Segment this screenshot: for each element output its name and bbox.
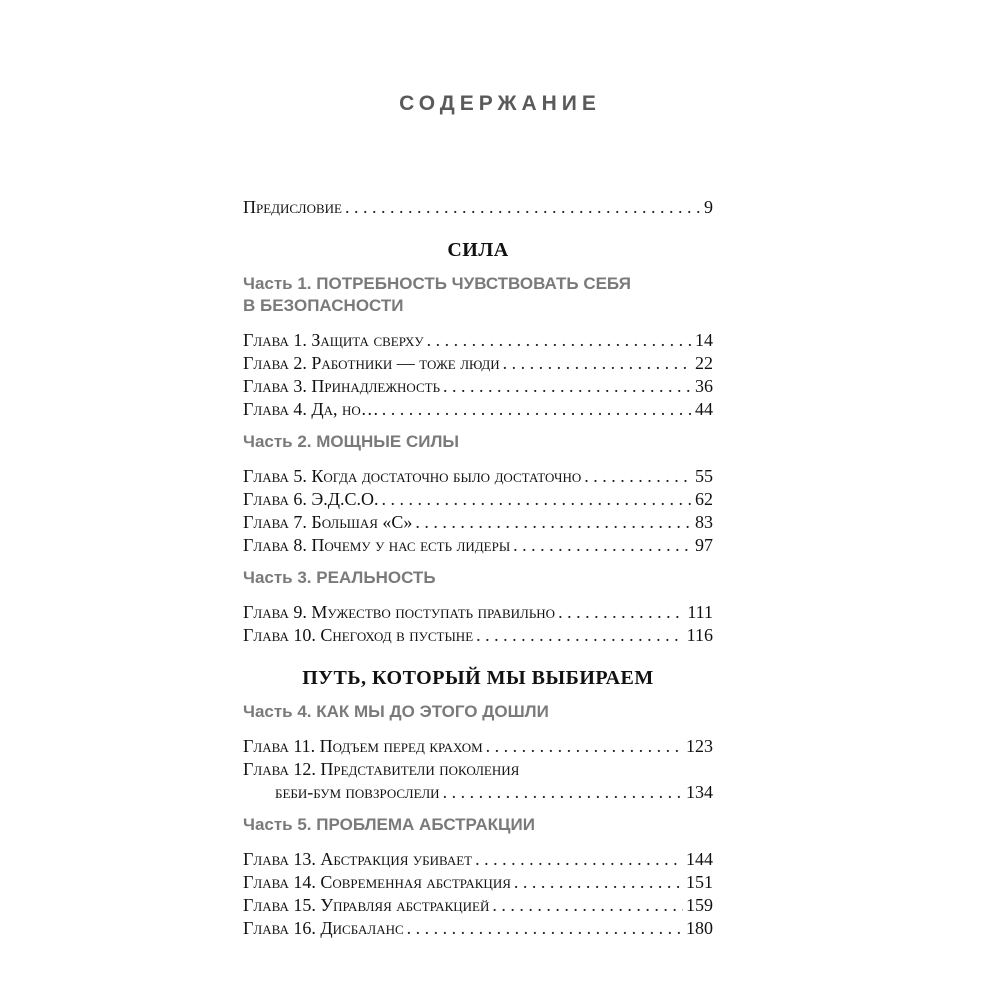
entry-page: 44 (695, 399, 713, 419)
dot-leader (476, 624, 684, 647)
dot-leader (558, 601, 684, 624)
toc-entry-ch8[interactable] (243, 534, 713, 557)
dot-leader (415, 511, 692, 534)
toc-entry-ch3[interactable] (243, 375, 713, 398)
dot-leader (486, 735, 683, 758)
entry-page: 134 (686, 782, 713, 802)
entry-label: Глава 3. Принадлежность (243, 376, 441, 396)
section-heading-2: ПУТЬ, КОТОРЫЙ МЫ ВЫБИРАЕМ (302, 667, 654, 689)
entry-label: Глава 10. Снегоход в пустыне (243, 625, 474, 645)
toc-entry-ch14[interactable] (243, 871, 713, 894)
entry-page: 116 (686, 625, 713, 645)
entry-page: 22 (695, 353, 713, 373)
toc-entry-ch15[interactable] (243, 894, 713, 917)
entry-label: Глава 15. Управляя абстракцией (243, 895, 490, 915)
entry-page: 97 (695, 535, 713, 555)
entry-page: 55 (695, 466, 713, 486)
entry-label: Глава 2. Работники — тоже люди (243, 353, 500, 373)
dot-leader (503, 352, 692, 375)
part-name-line2: В БЕЗОПАСНОСТИ (243, 296, 404, 315)
toc-entry-ch2[interactable] (243, 352, 713, 375)
part-name: МОЩНЫЕ СИЛЫ (316, 432, 460, 451)
part-name: РЕАЛЬНОСТЬ (316, 568, 436, 587)
toc-entry-preface[interactable] (243, 196, 713, 219)
entry-label: Глава 7. Большая «С» (243, 512, 413, 532)
entry-page: 180 (686, 918, 713, 938)
dot-leader (382, 488, 692, 511)
part-name-line1: ПОТРЕБНОСТЬ ЧУВСТВОВАТЬ СЕБЯ (316, 274, 631, 293)
toc-entry-ch13[interactable] (243, 848, 713, 871)
entry-label: Глава 11. Подъем перед крахом (243, 736, 483, 756)
section-heading-1: СИЛА (447, 239, 509, 261)
entry-page: 144 (686, 849, 713, 869)
dot-leader (345, 196, 701, 219)
entry-page: 123 (686, 736, 713, 756)
part-heading-5 (243, 814, 713, 836)
entry-label: Глава 5. Когда достаточно было достаточно (243, 466, 582, 486)
part-number: Часть 4. (243, 702, 312, 721)
dot-leader (443, 375, 692, 398)
part-heading-3 (243, 567, 713, 589)
toc-entry-ch12-line1[interactable]: Глава 12. Представители поколения (243, 759, 520, 779)
part-number: Часть 5. (243, 815, 312, 834)
entry-page: 9 (704, 197, 713, 217)
dot-leader (382, 398, 692, 421)
dot-leader (443, 781, 683, 804)
page-title: СОДЕРЖАНИЕ (399, 92, 601, 115)
part-heading-4 (243, 701, 713, 723)
entry-label: Глава 16. Дисбаланс (243, 918, 404, 938)
toc-entry-ch9[interactable] (243, 601, 713, 624)
entry-page: 151 (686, 872, 713, 892)
toc-entry-ch10[interactable] (243, 624, 713, 647)
part-number: Часть 3. (243, 568, 312, 587)
entry-page: 83 (695, 512, 713, 532)
toc-entry-ch1[interactable] (243, 329, 713, 352)
entry-page: 14 (695, 330, 713, 350)
entry-label: Глава 1. Защита сверху (243, 330, 424, 350)
entry-page: 36 (695, 376, 713, 396)
entry-label: беби-бум повзрослели (275, 782, 440, 802)
entry-label: Глава 13. Абстракция убивает (243, 849, 473, 869)
part-name: КАК МЫ ДО ЭТОГО ДОШЛИ (316, 702, 549, 721)
toc-entry-ch11[interactable] (243, 735, 713, 758)
part-heading-2 (243, 431, 713, 453)
dot-leader (514, 871, 683, 894)
dot-leader (513, 534, 692, 557)
entry-label: Предисловие (243, 197, 342, 217)
part-number: Часть 2. (243, 432, 312, 451)
toc-entry-ch6[interactable] (243, 488, 713, 511)
part-heading-1 (243, 273, 713, 317)
dot-leader (407, 917, 683, 940)
entry-label: Глава 6. Э.Д.С.О. (243, 489, 379, 509)
dot-leader (475, 848, 683, 871)
toc-entry-ch16[interactable] (243, 917, 713, 940)
toc-entry-ch12[interactable] (243, 781, 713, 804)
entry-label: Глава 4. Да, но… (243, 399, 379, 419)
entry-page: 62 (695, 489, 713, 509)
dot-leader (427, 329, 692, 352)
toc-entry-ch4[interactable] (243, 398, 713, 421)
entry-page: 159 (686, 895, 713, 915)
toc-entry-ch5[interactable] (243, 465, 713, 488)
entry-page: 111 (687, 602, 713, 622)
part-number: Часть 1. (243, 274, 312, 293)
toc-entry-ch7[interactable] (243, 511, 713, 534)
entry-label: Глава 14. Современная абстракция (243, 872, 511, 892)
table-of-contents (243, 196, 713, 940)
entry-label: Глава 8. Почему у нас есть лидеры (243, 535, 511, 555)
dot-leader (584, 465, 692, 488)
entry-label: Глава 9. Мужество поступать правильно (243, 602, 556, 622)
dot-leader (492, 894, 683, 917)
part-name: ПРОБЛЕМА АБСТРАКЦИИ (316, 815, 535, 834)
